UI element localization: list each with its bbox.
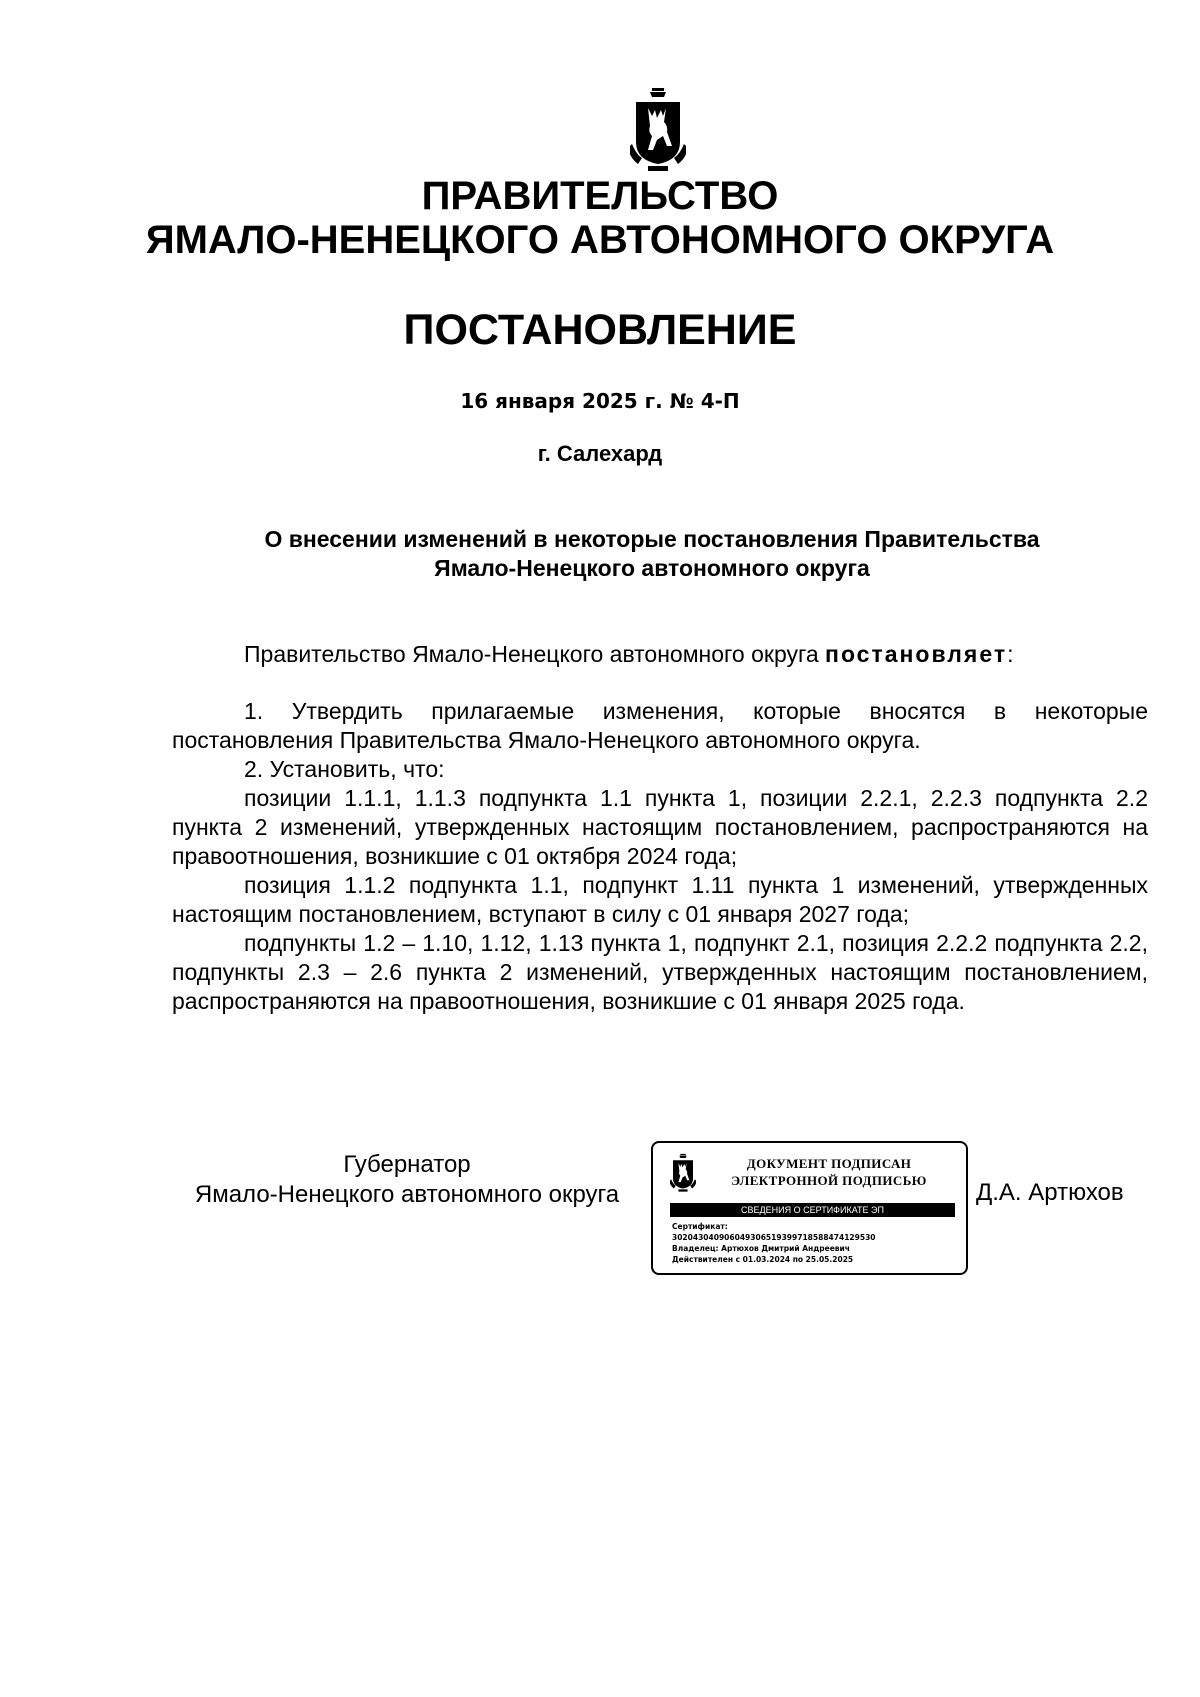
stamp-cert-number: 302043040906049306519399718588474129530 [672, 1233, 876, 1242]
coat-of-arms-icon [630, 86, 686, 174]
signatory-position-line2: Ямало-Ненецкого автономного округа [194, 1181, 620, 1208]
stamp-certificate-bar: СВЕДЕНИЯ О СЕРТИФИКАТЕ ЭП [670, 1203, 955, 1217]
document-title-line2: Ямало-Ненецкого автономного округа [434, 555, 870, 581]
signatory-name: Д.А. Артюхов [976, 1179, 1124, 1206]
stamp-cert-label: Сертификат: [672, 1222, 728, 1231]
signatory-position-line1: Губернатор [343, 1151, 471, 1178]
subitem-1: позиции 1.1.1, 1.1.3 подпункта 1.1 пункта 1, позиции 2.2.1, 2.2.3 подпункта 2.2 пункта 2 изменений, утвержденных настоящим постановлением, распространяются на правоотношения, возникшие с 01 октября 2024 года; [172, 785, 1148, 869]
signatory-position [160, 1150, 654, 1210]
preamble-end: : [1007, 641, 1014, 667]
document-title-line1: О внесении изменений в некоторые постановления Правительства [264, 526, 1040, 552]
preamble [172, 640, 1148, 669]
city: г. Салехард [537, 441, 663, 466]
stamp-valid: Действителен с 01.03.2024 по 25.05.2025 [672, 1255, 854, 1264]
subitem-2: позиция 1.1.2 подпункта 1.1, подпункт 1.11 пункта 1 изменений, утвержденных настоящим постановлением, вступают в силу с 01 января 2027 года; [172, 872, 1148, 927]
resolution-body [172, 697, 1148, 1016]
stamp-details [672, 1221, 957, 1265]
coat-of-arms-icon [670, 1153, 696, 1193]
org-name-line2: ЯМАЛО-НЕНЕЦКОГО АВТОНОМНОГО ОКРУГА [145, 218, 1055, 262]
electronic-signature-stamp [651, 1141, 968, 1275]
stamp-owner: Владелец: Артюхов Дмитрий Андреевич [672, 1244, 850, 1253]
subitem-3: подпункты 1.2 – 1.10, 1.12, 1.13 пункта 1, подпункт 2.1, позиция 2.2.2 подпункта 2.2, подпункты 2.3 – 2.6 пункта 2 изменений, утвержденных настоящим постановлением, распространяются на правоотношения, возникшие с 01 января 2025 года. [172, 930, 1148, 1014]
stamp-header-line2: ЭЛЕКТРОННОЙ ПОДПИСЬЮ [731, 1173, 927, 1188]
stamp-header-line1: ДОКУМЕНТ ПОДПИСАН [746, 1156, 912, 1171]
stamp-header [703, 1155, 955, 1189]
document-type: ПОСТАНОВЛЕНИЕ [403, 306, 797, 354]
org-name-line1: ПРАВИТЕЛЬСТВО [421, 174, 779, 218]
preamble-verb: постановляет [825, 641, 1008, 667]
item-1: 1. Утвердить прилагаемые изменения, которые вносятся в некоторые постановления Правительства Ямало-Ненецкого автономного округа. [172, 698, 1148, 753]
date-number: 16 января 2025 г. № 4-П [460, 389, 740, 413]
preamble-text: Правительство Ямало-Ненецкого автономного округа [244, 641, 819, 667]
item-2: 2. Установить, что: [244, 756, 445, 782]
